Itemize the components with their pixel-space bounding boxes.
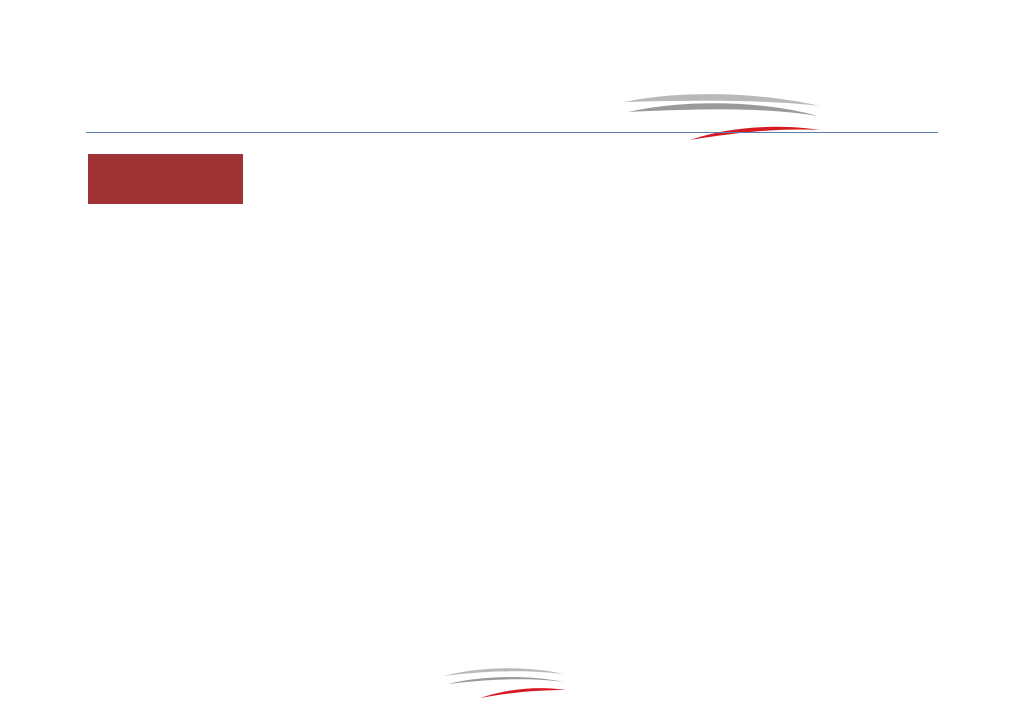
title-divider	[86, 132, 938, 133]
footer-wave-icon	[440, 664, 570, 704]
naviera-armas-logo	[620, 8, 950, 138]
logo-wave-icon	[620, 88, 830, 148]
timetable	[87, 153, 949, 205]
route-header-cell	[88, 154, 244, 205]
